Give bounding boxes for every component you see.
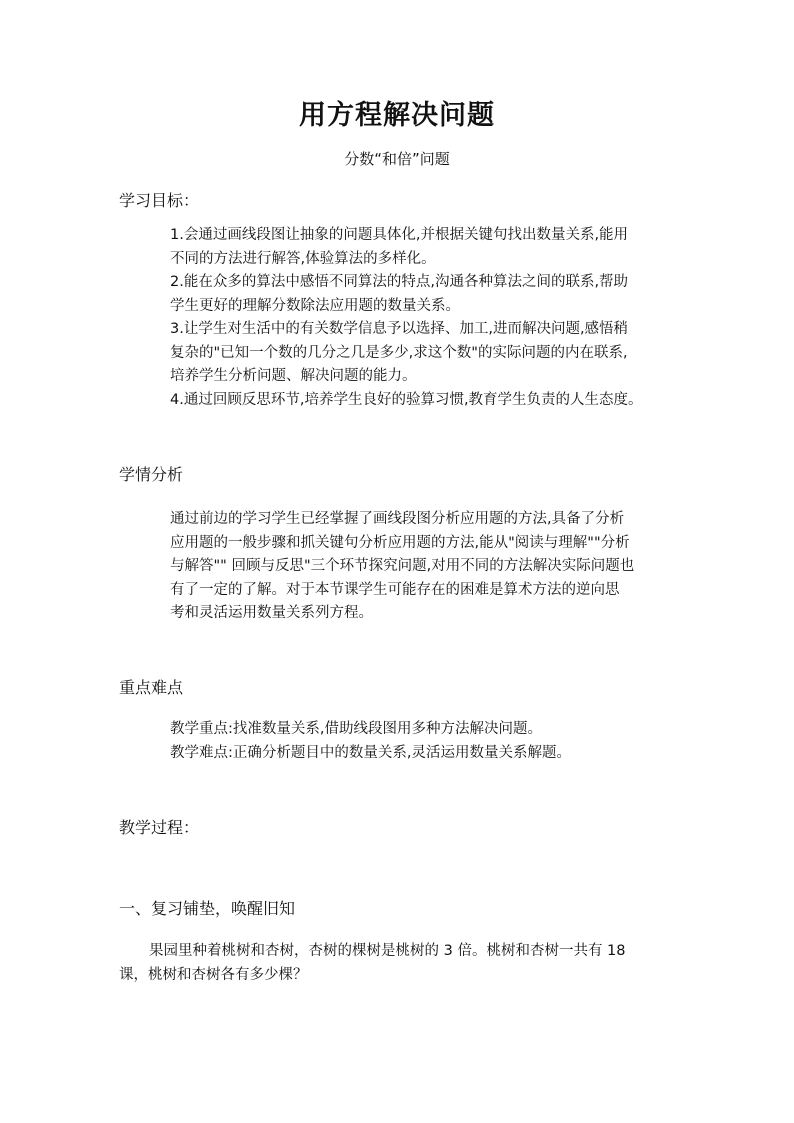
keypoints-line: 教学重点:找准数量关系,借助线段图用多种方法解决问题。 <box>170 721 542 737</box>
part1-heading: 一、复习铺垫，唤醒旧知 <box>119 899 296 918</box>
goals-line: 学生更好的理解分数除法应用题的数量关系。 <box>170 297 460 314</box>
analysis-line: 通过前边的学习学生已经掌握了画线段图分析应用题的方法,具备了分析 <box>170 511 625 527</box>
goals-line: 4.通过回顾反思环节,培养学生良好的验算习惯,教育学生负责的人生态度。 <box>170 391 643 408</box>
goals-line: 培养学生分析问题、解决问题的能力。 <box>170 368 417 384</box>
part1-line: 果园里种着桃树和杏树，杏树的棵树是桃树的 3 倍。桃树和杏树一共有 18 <box>149 943 626 959</box>
keypoints-paragraph <box>170 718 690 765</box>
goals-paragraph <box>170 224 690 412</box>
keypoints-line: 教学难点:正确分析题目中的数量关系,灵活运用数量关系解题。 <box>170 744 571 761</box>
part1-line: 课，桃树和杏树各有多少棵？ <box>119 967 308 983</box>
page-title: 用方程解决问题 <box>299 100 495 131</box>
part1-paragraph <box>119 939 679 987</box>
analysis-line: 有了一定的了解。对于本节课学生可能存在的困难是算术方法的逆向思 <box>170 581 620 598</box>
analysis-line: 应用题的一般步骤和抓关键句分析应用题的方法,能从"阅读与理解""分析 <box>170 534 630 551</box>
goals-line: 2.能在众多的算法中感悟不同算法的特点,沟通各种算法之间的联系,帮助 <box>170 274 629 290</box>
analysis-line: 考和灵活运用数量关系列方程。 <box>170 605 373 621</box>
analysis-heading: 学情分析 <box>119 465 184 484</box>
goals-heading: 学习目标： <box>119 191 200 210</box>
page-subtitle: 分数“和倍”问题 <box>344 150 450 168</box>
keypoints-heading: 重点难点 <box>119 678 184 697</box>
analysis-line: 与解答"" 回顾与反思"三个环节探究问题,对用不同的方法解决实际问题也 <box>170 558 635 574</box>
goals-line: 1.会通过画线段图让抽象的问题具体化,并根据关键句找出数量关系,能用 <box>170 227 629 243</box>
goals-line: 不同的方法进行解答,体验算法的多样化。 <box>170 250 436 267</box>
analysis-paragraph <box>170 508 690 626</box>
process-heading: 教学过程： <box>119 818 200 837</box>
goals-line: 复杂的"已知一个数的几分之几是多少,求这个数"的实际问题的内在联系, <box>170 344 628 361</box>
goals-line: 3.让学生对生活中的有关数学信息予以选择、加工,进而解决问题,感悟稍 <box>170 321 629 337</box>
